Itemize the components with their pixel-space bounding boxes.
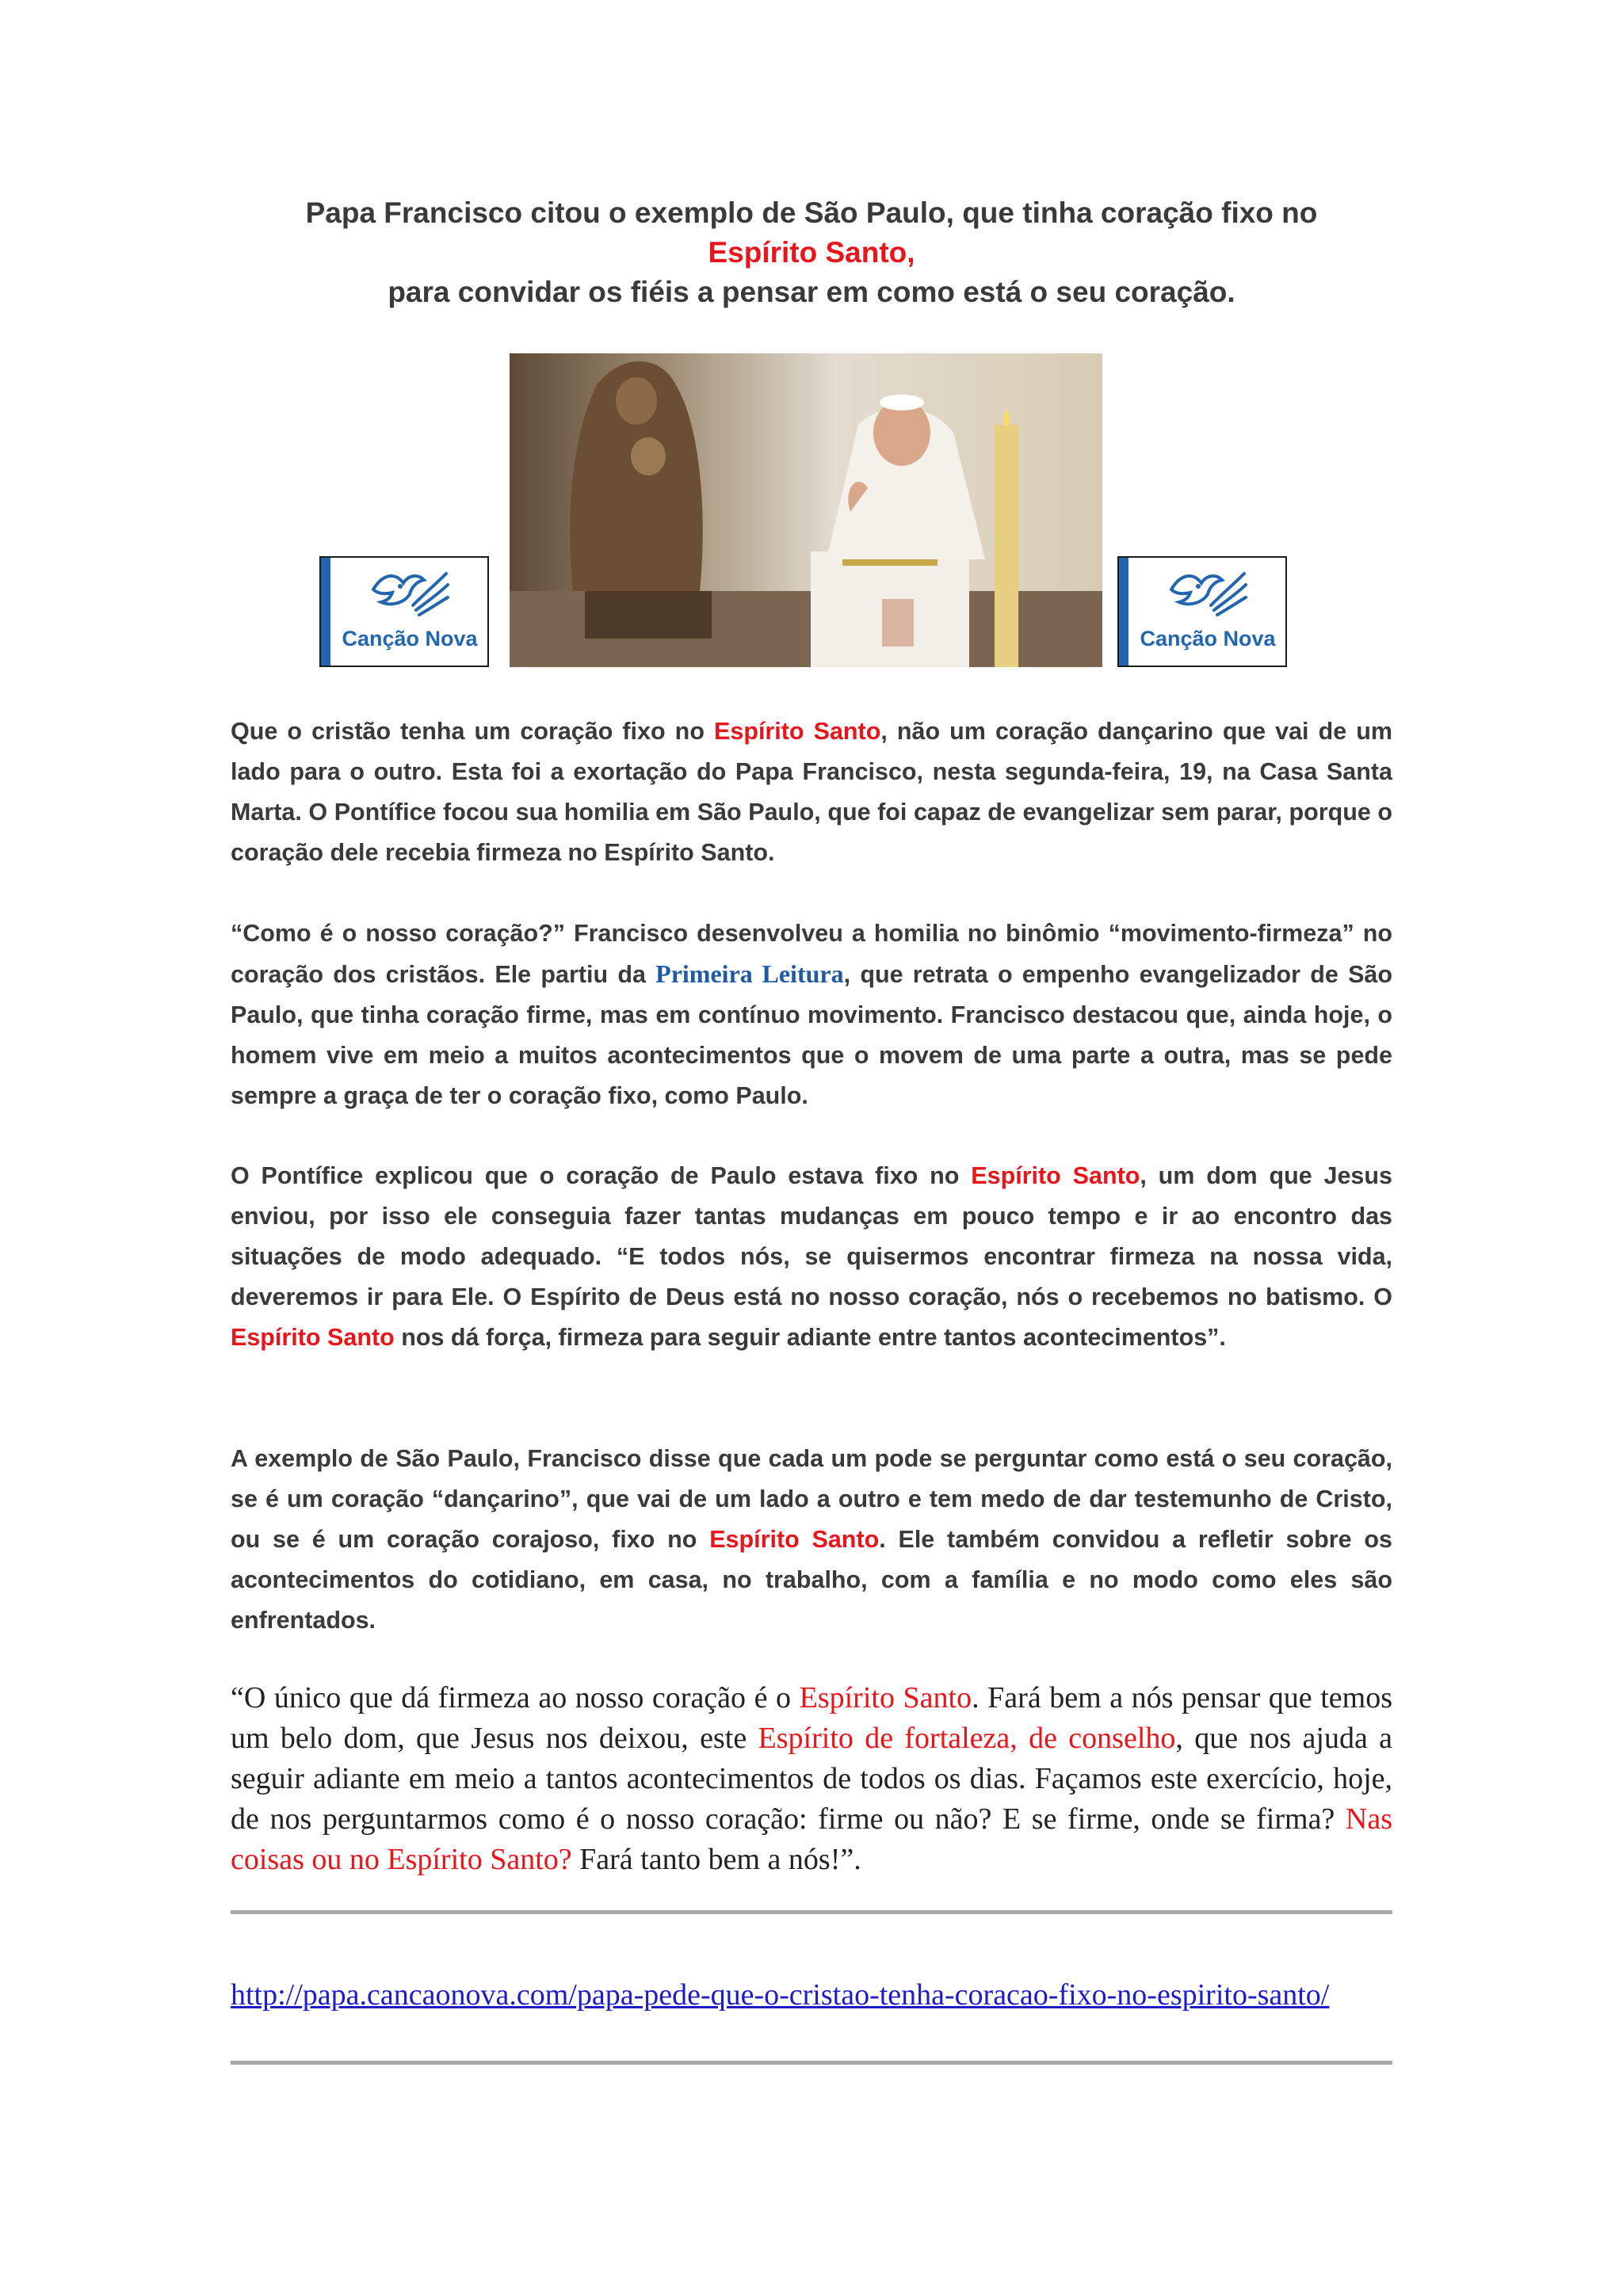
paragraph-1 <box>231 711 1392 873</box>
quote-text-2: . Fará bem a nós pensar que temos um belo dom, que Jesus nos deixou, este <box>231 1681 1392 1755</box>
highlight-espirito-santo-2: Espírito Santo <box>231 1324 395 1351</box>
paragraph-1-text: Que o cristão tenha um coração fixo no <box>231 718 715 745</box>
paragraph-4-text-cont: . Ele também convidou a refletir sobre os acontecimentos do cotidiano, em casa, no trabalho, com a família e no modo como eles são enfrentados. <box>231 1526 1392 1634</box>
cancao-nova-logo-right <box>1117 556 1287 667</box>
pope-homily-photo <box>510 353 1102 667</box>
paragraph-4 <box>231 1439 1392 1641</box>
quote-highlight-1: Espírito Santo <box>799 1681 972 1714</box>
logo-stripe <box>321 558 330 666</box>
quote-highlight-3: Nas coisas ou no Espírito Santo? <box>231 1802 1392 1876</box>
paragraph-4-text: A exemplo de São Paulo, Francisco disse que cada um pode se perguntar como está o seu coração, se é um coração “dançarino”, que vai de um lado a outro e tem medo de dar testemunho de Cristo, ou se é um coração corajoso, fixo no <box>231 1445 1392 1553</box>
article-title <box>230 193 1393 312</box>
divider-top <box>231 1910 1392 1914</box>
dove-hand-icon <box>1167 566 1249 623</box>
logo-stripe <box>1119 558 1128 666</box>
cancao-nova-logo-left <box>319 556 489 667</box>
highlight-espirito-santo: Espírito Santo <box>971 1162 1140 1189</box>
photo-illustration <box>510 353 1102 667</box>
paragraph-2 <box>231 913 1392 1116</box>
paragraph-2-text: “Como é o nosso coração?” Francisco desenvolveu a homilia no binômio “movimento-firmeza” no coração dos cristãos. Ele partiu da <box>231 920 1392 988</box>
logo-text: Canção Nova <box>1140 627 1276 650</box>
paragraph-1-text-cont: , não um coração dançarino que vai de um lado para o outro. Esta foi a exortação do Papa Francisco, nesta segunda-feira, 19, na Casa Santa Marta. O Pontífice focou sua homilia em São Paulo, que foi capaz de evangelizar sem parar, porque o coração dele recebia firmeza no Espírito Santo. <box>231 718 1392 866</box>
quote-highlight-2: Espírito de fortaleza, de conselho <box>758 1722 1176 1755</box>
paragraph-3-text-cont: , um dom que Jesus enviou, por isso ele conseguia fazer tantas mudanças em pouco tempo e ir ao encontro das situações de modo adequado. “E todos nós, se quisermos encontrar firmeza na nossa vida, deveremos ir para Ele. O Espírito de Deus está no nosso coração, nós o recebemos no batismo. O <box>231 1162 1392 1310</box>
highlight-espirito-santo: Espírito Santo <box>709 1526 880 1553</box>
divider-bottom <box>231 2061 1392 2065</box>
quote-text-end: Fará tanto bem a nós!”. <box>571 1843 861 1876</box>
title-line-2: Espírito Santo, <box>708 236 915 269</box>
pope-quote <box>231 1678 1392 1880</box>
source-link[interactable]: http://papa.cancaonova.com/papa-pede-que-o-cristao-tenha-coracao-fixo-no-espirito-santo/ <box>231 1978 1330 2012</box>
dove-hand-icon <box>369 566 451 623</box>
primeira-leitura-link[interactable]: Primeira Leitura <box>655 959 844 988</box>
logo-text: Canção Nova <box>342 627 478 650</box>
title-line-1: Papa Francisco citou o exemplo de São Paulo, que tinha coração fixo no <box>305 196 1318 229</box>
paragraph-2-text-cont: , que retrata o empenho evangelizador de São Paulo, que tinha coração firme, mas em contínuo movimento. Francisco destacou que, ainda hoje, o homem vive em meio a muitos acontecimentos que o movem de uma parte a outra, mas se pede sempre a graça de ter o coração fixo, como Paulo. <box>231 961 1392 1109</box>
paragraph-3-text: O Pontífice explicou que o coração de Paulo estava fixo no <box>231 1162 972 1189</box>
title-line-3: para convidar os fiéis a pensar em como está o seu coração. <box>388 276 1235 308</box>
photo-row <box>0 353 1623 670</box>
paragraph-3 <box>231 1156 1392 1358</box>
quote-text: “O único que dá firmeza ao nosso coração é o <box>231 1681 800 1714</box>
highlight-espirito-santo: Espírito Santo <box>714 718 881 745</box>
paragraph-3-text-end: nos dá força, firmeza para seguir adiante entre tantos acontecimentos”. <box>394 1324 1226 1351</box>
quote-text-3: , que nos ajuda a seguir adiante em meio a tantos acontecimentos de todos os dias. Façamos este exercício, hoje, de nos perguntarmos como é o nosso coração: firme ou não? E se firme, onde se firma? <box>231 1722 1393 1836</box>
